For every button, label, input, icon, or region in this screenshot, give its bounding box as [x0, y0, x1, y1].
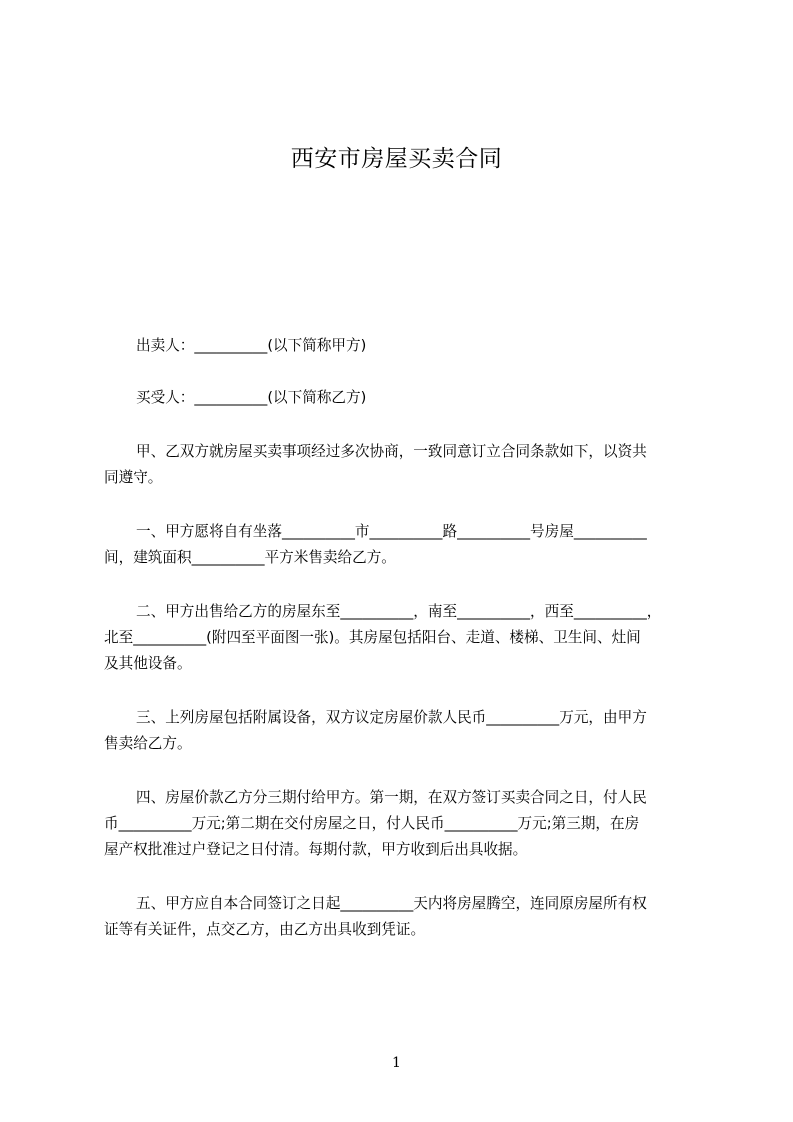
paragraph-line: 同遵守。 — [104, 469, 163, 486]
paragraph-line: 三、上列房屋包括附属设备，双方议定房屋价款人民币__________万元，由甲方 — [136, 709, 647, 726]
paragraph-line: 北至__________(附四至平面图一张)。其房屋包括阳台、走道、楼梯、卫生间、灶间 — [104, 629, 641, 646]
paragraph-line: 二、甲方出售给乙方的房屋东至__________，南至__________，西至__________， — [136, 603, 662, 620]
paragraph-line: 证等有关证件，点交乙方，由乙方出具收到凭证。 — [104, 921, 426, 938]
paragraph-line: 甲、乙双方就房屋买卖事项经过多次协商，一致同意订立合同条款如下，以资共 — [136, 443, 647, 460]
paragraph-line: 五、甲方应自本合同签订之日起__________天内将房屋腾空，连同原房屋所有权 — [136, 895, 647, 912]
paragraph-line: 四、房屋价款乙方分三期付给甲方。第一期，在双方签订买卖合同之日，付人民 — [136, 789, 647, 806]
paragraph-line: 屋产权批准过户登记之日付清。每期付款，甲方收到后出具收据。 — [104, 841, 528, 858]
document-title: 西安市房屋买卖合同 — [290, 146, 503, 172]
paragraph-line: 一、甲方愿将自有坐落__________市__________路__________号房屋__________ — [136, 523, 647, 540]
page-number: 1 — [392, 1055, 401, 1071]
paragraph-line: 及其他设备。 — [104, 655, 192, 672]
paragraph-line: 币__________万元;第二期在交付房屋之日，付人民币__________万元;第三期，在房 — [104, 815, 640, 832]
paragraph-line: 间，建筑面积__________平方米售卖给乙方。 — [104, 549, 396, 566]
paragraph-line: 售卖给乙方。 — [104, 735, 192, 752]
seller-line: 出卖人：__________(以下简称甲方) — [136, 337, 367, 354]
buyer-line: 买受人：__________(以下简称乙方) — [136, 389, 367, 406]
